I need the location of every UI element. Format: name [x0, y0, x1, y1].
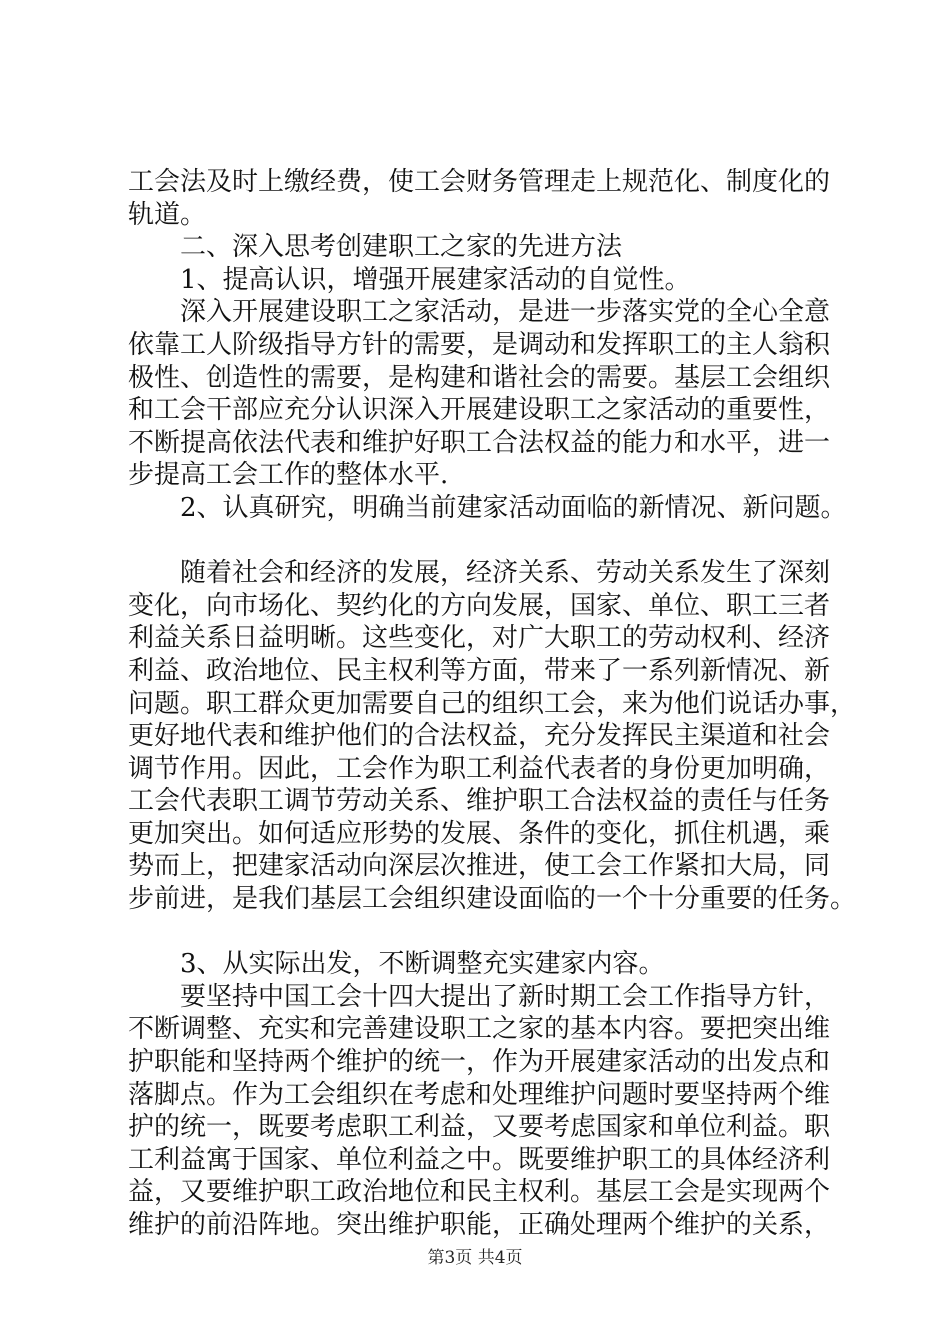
body-text — [128, 166, 857, 1242]
text-line: 步前进，是我们基层工会组织建设面临的一个十分重要的任务。 — [128, 884, 857, 915]
text-line: 要坚持中国工会十四大提出了新时期工会工作指导方针， — [128, 981, 831, 1012]
text-line: 落脚点。作为工会组织在考虑和处理维护问题时要坚持两个维 — [128, 1079, 831, 1110]
text-line: 变化，向市场化、契约化的方向发展，国家、单位、职工三者 — [128, 590, 831, 621]
text-line: 步提高工会工作的整体水平. — [128, 460, 449, 491]
text-line: 不断调整、充实和完善建设职工之家的基本内容。要把突出维 — [128, 1014, 831, 1045]
text-line: 和工会干部应充分认识深入开展建设职工之家活动的重要性， — [128, 395, 831, 426]
text-line: 极性、创造性的需要，是构建和谐社会的需要。基层工会组织 — [128, 362, 831, 393]
text-line: 轨道。 — [128, 199, 207, 230]
text-line: 利益关系日益明晰。这些变化，对广大职工的劳动权利、经济 — [128, 623, 831, 654]
blank-line — [128, 916, 840, 949]
page-number-footer: 第3页 共4页 — [427, 1248, 523, 1268]
text-line: 问题。职工群众更加需要自己的组织工会，来为他们说话办事， — [128, 688, 857, 719]
text-line: 工会法及时上缴经费，使工会财务管理走上规范化、制度化的 — [128, 167, 831, 197]
text-line: 更加突出。如何适应形势的发展、条件的变化，抓住机遇，乘 — [128, 818, 831, 849]
text-line: 更好地代表和维护他们的合法权益，充分发挥民主渠道和社会 — [128, 721, 831, 752]
text-line: 益，又要维护职工政治地位和民主权利。基层工会是实现两个 — [128, 1177, 831, 1208]
blank-line — [128, 525, 840, 558]
text-line: 不断提高依法代表和维护好职工合法权益的能力和水平，进一 — [128, 427, 831, 458]
text-line: 调节作用。因此，工会作为职工利益代表者的身份更加明确， — [128, 753, 831, 784]
text-line: 工利益寓于国家、单位利益之中。既要维护职工的具体经济利 — [128, 1144, 831, 1175]
text-line: 护的统一，既要考虑职工利益，又要考虑国家和单位利益。职 — [128, 1112, 831, 1143]
subsection-heading: 1、提高认识，增强开展建家活动的自觉性。 — [128, 264, 691, 295]
text-line: 利益、政治地位、民主权利等方面，带来了一系列新情况、新 — [128, 655, 831, 686]
text-line: 护职能和坚持两个维护的统一，作为开展建家活动的出发点和 — [128, 1047, 831, 1078]
text-line: 随着社会和经济的发展，经济关系、劳动关系发生了深刻 — [128, 558, 831, 589]
text-line: 维护的前沿阵地。突出维护职能，正确处理两个维护的关系， — [128, 1210, 831, 1240]
subsection-heading: 3、从实际出发，不断调整充实建家内容。 — [128, 949, 665, 980]
text-line: 深入开展建设职工之家活动，是进一步落实党的全心全意 — [128, 297, 831, 328]
subsection-heading: 2、认真研究，明确当前建家活动面临的新情况、新问题。 — [128, 492, 847, 523]
text-line: 依靠工人阶级指导方针的需要，是调动和发挥职工的主人翁积 — [128, 329, 831, 360]
section-heading: 二、深入思考创建职工之家的先进方法 — [128, 232, 623, 263]
text-line: 工会代表职工调节劳动关系、维护职工合法权益的责任与任务 — [128, 786, 831, 817]
text-line: 势而上，把建家活动向深层次推进，使工会工作紧扣大局，同 — [128, 851, 831, 882]
